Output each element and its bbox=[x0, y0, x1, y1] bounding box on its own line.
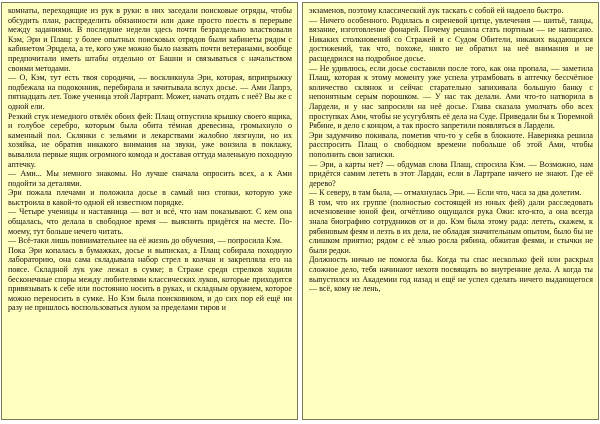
paragraph: Должность ничью не помогла бы. Когда ты спас несколько фей или раскрыл сложное дело, тебя начинают нехотя посвящать во внутренние дела. А когда ты выпустился из Академии год назад и ещё не успел сделать ничего выдающегося — всё, кому не лень, bbox=[309, 255, 593, 294]
paragraph: Резкий стук немедного отвлёк обоих фей: Плащ отпустила крышку своего ящика, и голубое серебро, которым была обита тёмная древесина, громыхнуло о каменный пол. Склянки с зельями и лекарствами жалобно лязгнули, но их хозяйка, не обратив никакого внимания на звуки, уже вонзила в поклажу, вывалила первые ящик огромного комода и доставая оттуда маленькую походную аптечку. bbox=[8, 111, 292, 169]
paragraph: экзаменов, поэтому классический лук таскать с собой ей надоело быстро. bbox=[309, 6, 564, 15]
paragraph: Эри задумчиво покивала, пометив что-то у себя в блокноте. Наверняка решила расспросить Плащ о свободном времени побольше об этой Ами, чтобы пополнить свои записки. bbox=[309, 130, 593, 159]
right-page bbox=[302, 2, 599, 420]
paragraph: — Всё-таки лишь повнимательнее на её жизнь до обучения, — попросила Кэм. bbox=[8, 236, 282, 246]
right-page-text bbox=[309, 6, 593, 294]
paragraph: — О, Кэм, тут есть твоя сородичи, — воскликнула Эри, которая, вприпрыжку подбежала на подоконник, перебирала и зачитывала вслух досье. — Ами Лапрэ, пятнадцать лет. Тоже ученица этой Лартрапт. Может, начать отдать с неё? Вы же с одной ели. bbox=[8, 73, 292, 111]
paragraph: — К северу, в там была, — отмахнулась Эри. — Если что, часа за два долетим. bbox=[309, 188, 582, 198]
paragraph: — Ничего особенного. Родилась в сиреневой цитце, увлечения — шитьё, танцы, вязание, изготовление фонарей. Почему решила стать портным — не написано. Никаких столкновений со Стражей и с Судом Обители, никаких выдающихся достижений, так что, похоже, никто не обратил на неё внимания и не расщедрился на подробное досье. bbox=[309, 15, 593, 63]
left-page bbox=[1, 2, 298, 420]
paragraph: Эри пожала плечами и положила досье в самый низ стопки, которую уже выстроила в какой-то одной ей известном порядке. bbox=[8, 188, 292, 207]
paragraph: Пока Эри копалась в бумажках, досье и выписках, а Плащ собирала походную лабораторию, она сама складывала набор стрел в колчан и закрепляла его на поясе. Складной лук уже лежал в сумке; в Страже среди стрелков ходили бесконечные споры между любителями классических луков, которые приходится привязывать к себе или постоянно носить в руках, и складным оружием, которое можно переносить в сумке. Но Кэм была поисковиком, и до сих пор ей ещё ни разу не пришлось воспользоваться луком за пределами тиров и bbox=[8, 245, 292, 313]
paragraph: — Четыре ученицы и наставница — вот и всё, что нам показывают. С кем она общалась, что делала в свободное время — выяснить придётся на месте. По-моему, тут больше нечего читать. bbox=[8, 207, 292, 236]
paragraph: В том, что их группе (полностью состоящей из юных фей) дали расследовать исчезновение юной феи, огчётливо ощущался рука Ожи: кто-кто, а она всегда знала биографию сотрудников от и до. Кэм была этому рада: лететь, скажем, к рябиновым феям и лезть в их дела, не обладая значительным опытом, было бы не слишком приятно; рядом с её элью росла рябина, обжитая феями, и стычки не были редки. bbox=[309, 197, 593, 255]
paragraph: — Эри, а карты нет? — обдумав слова Плащ, спросила Кэм. — Возможно, нам придётся самим лететь в этот Лардан, если в Лартрапе ничего не знают. Где её дерево? bbox=[309, 159, 593, 188]
paragraph: комнаты, переходящие из рук в руки: в них заседали поисковые отряды, чтобы обсудить план, распределить обязанности или даже просто поесть в перерыве между заданиями. В последние недели здесь почти безраздельно властвовали Кэм, Эри и Плащ: у более опытных поисковых отрядов были кабинеты рядом с кабинетом Эрцдела, а те, кого уже можно было назвать почти ветеранами, вообще предпочитали иметь штабы отдельно от Башни и связываться с начальством своими методами. bbox=[8, 6, 292, 73]
paragraph: — Не удивлюсь, если досье составили после того, как она пропала, — заметила Плащ, которая к этому моменту уже успела утрамбовать в аптечку бессчётное количество склянок и сейчас старательно запихивала большую банку с непонятным серым порошком. — У нас так делали. Ами что-то натворила в Лардели, и у нас запросили на неё досье. Глава сказала умолчать обо всех проступках Ами, чтобы не усугублять её дела на Суде. Приведали бы к Тюремной Рябине, и дело с концом, а так просто запретили появляться в Лардели. bbox=[309, 63, 593, 131]
left-page-text bbox=[8, 6, 292, 313]
paragraph: — Ами... Мы немного знакомы. Но лучше сначала опросить всех, а к Ами подойти за деталями. bbox=[8, 169, 292, 188]
